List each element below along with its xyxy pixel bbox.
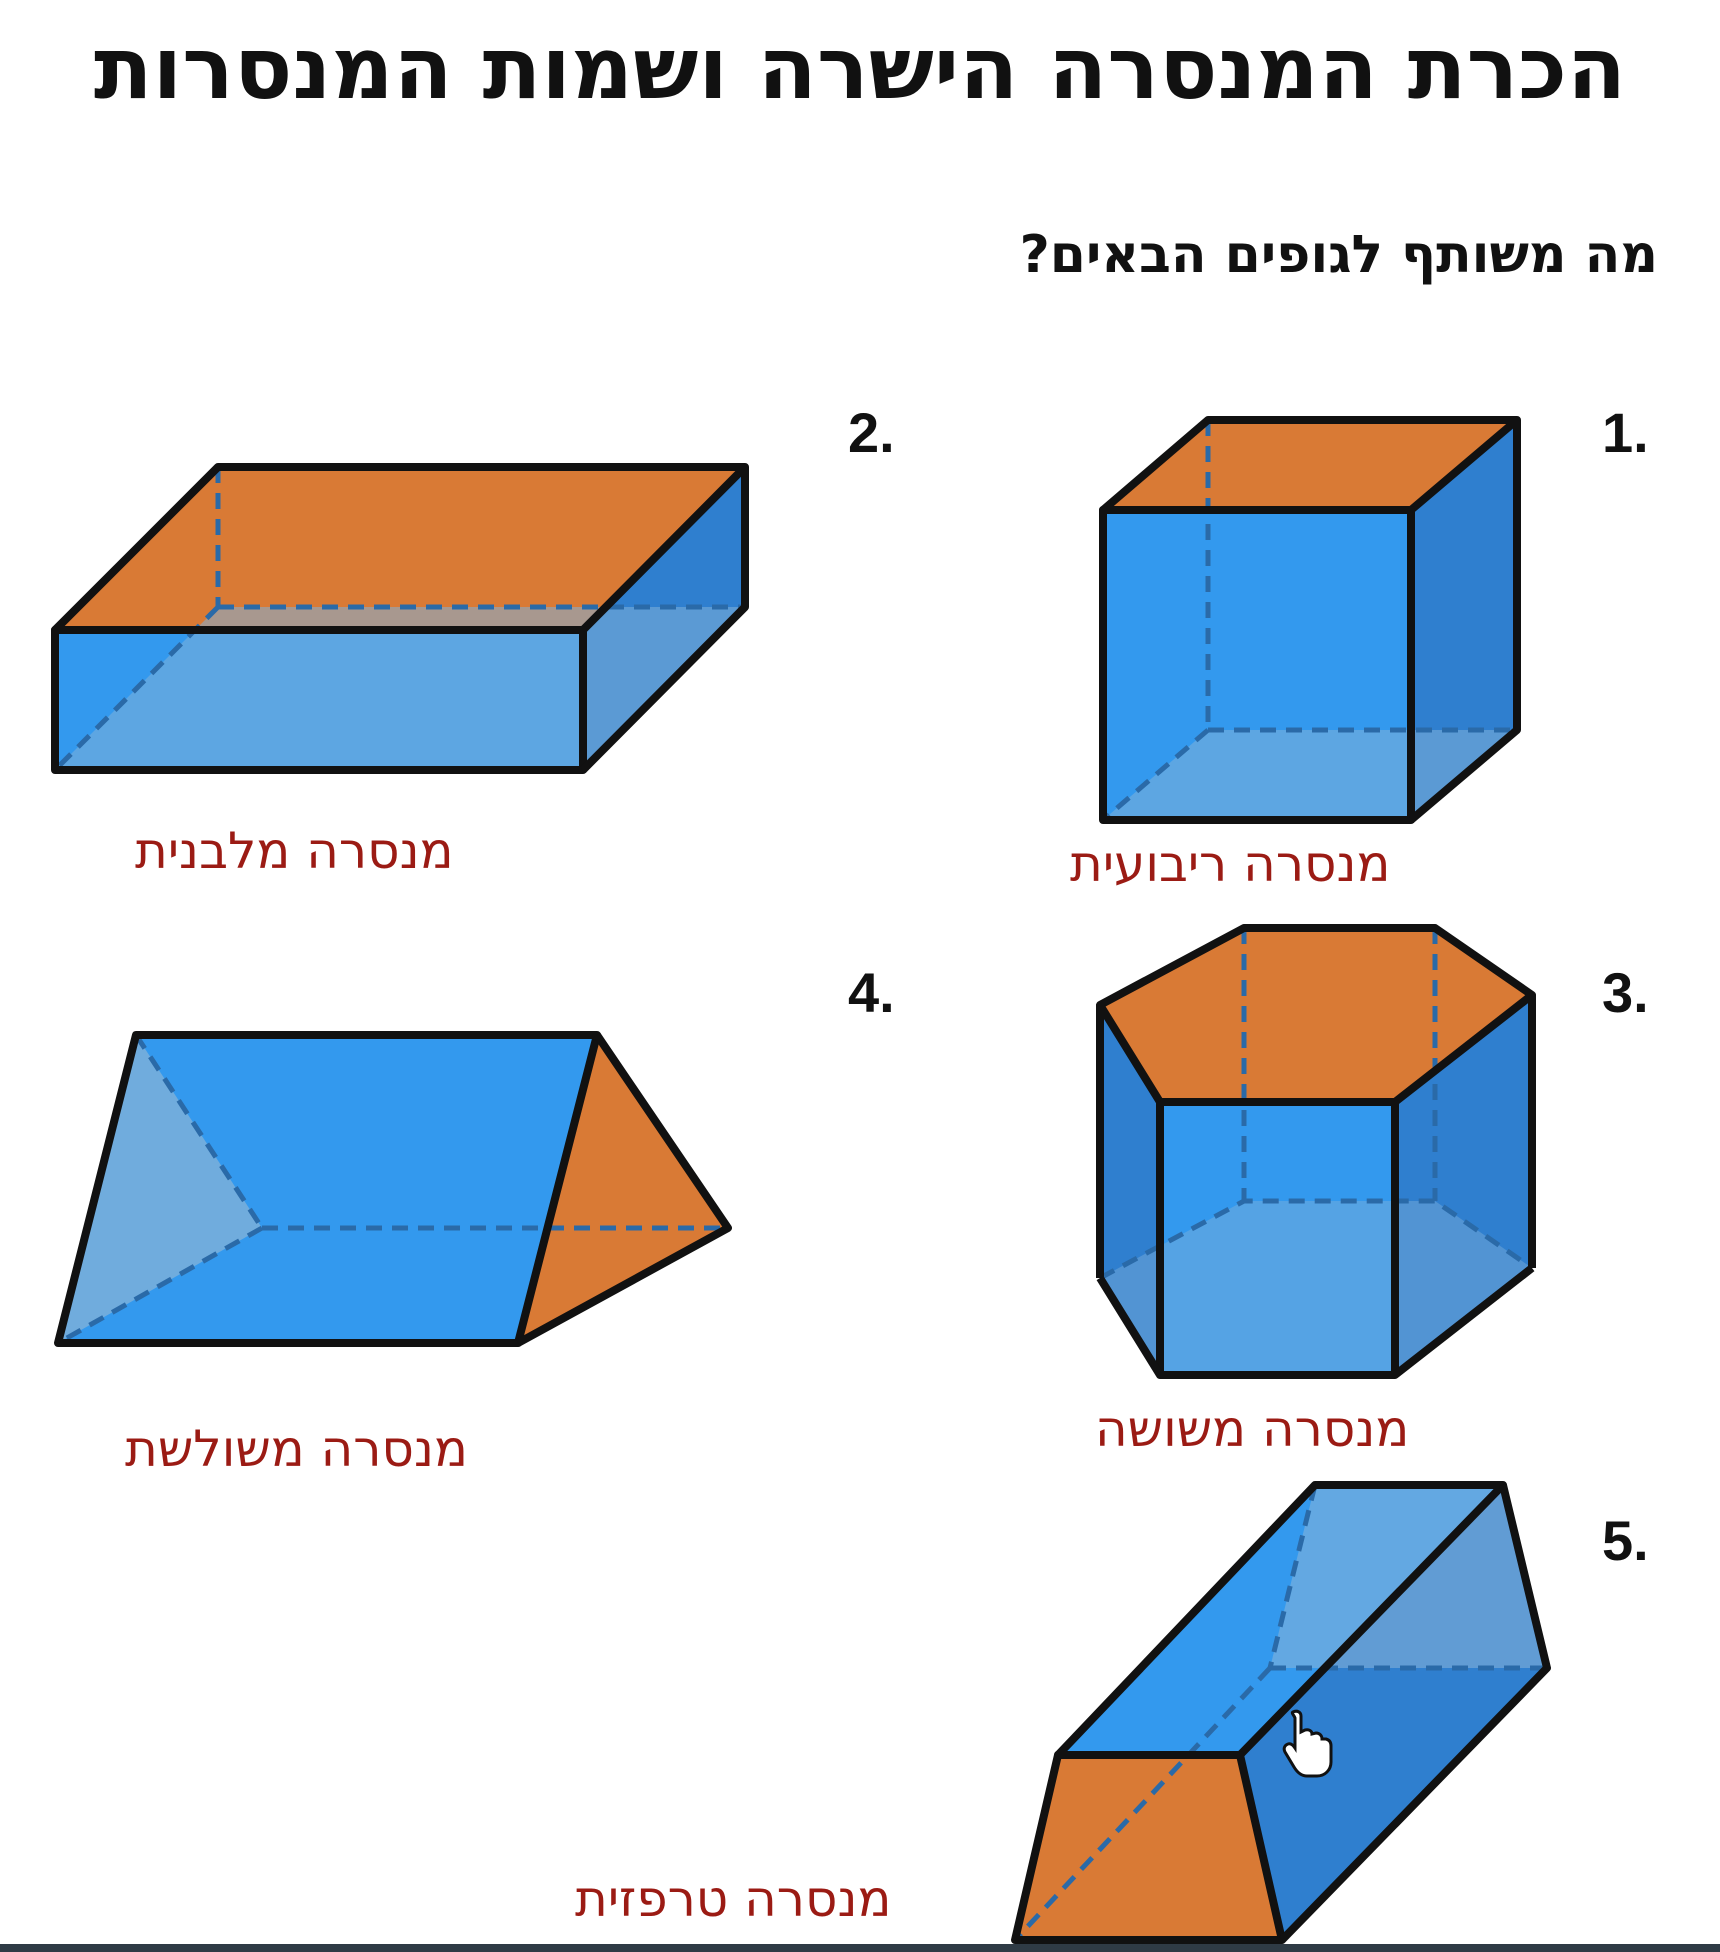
rectangular-prism-figure (40, 450, 760, 780)
question-text: מה משותף לגופים הבאים? (1019, 225, 1658, 285)
triangular-prism-figure (45, 1020, 745, 1365)
page-title: הכרת המנסרה הישרה ושמות המנסרות (93, 19, 1627, 119)
prism-5-number: 5. (1602, 1509, 1649, 1572)
square-prism-figure (1090, 410, 1540, 830)
prism-2-number: 2. (848, 401, 895, 464)
prism-3-caption: מנסרה משושה (1095, 1400, 1410, 1458)
prism-1-caption: מנסרה ריבועית (1070, 835, 1391, 893)
bottom-bar (0, 1944, 1720, 1952)
prism-4-number: 4. (848, 961, 895, 1024)
prism-4-caption: מנסרה משולשת (125, 1420, 468, 1478)
prism-5-caption: מנסרה טרפזית (575, 1870, 892, 1928)
prism-1-number: 1. (1602, 401, 1649, 464)
trapezoidal-prism-figure (1000, 1475, 1560, 1945)
prism-2-caption: מנסרה מלבנית (135, 822, 454, 880)
hexagonal-prism-figure (1090, 920, 1550, 1385)
prism-3-number: 3. (1602, 961, 1649, 1024)
